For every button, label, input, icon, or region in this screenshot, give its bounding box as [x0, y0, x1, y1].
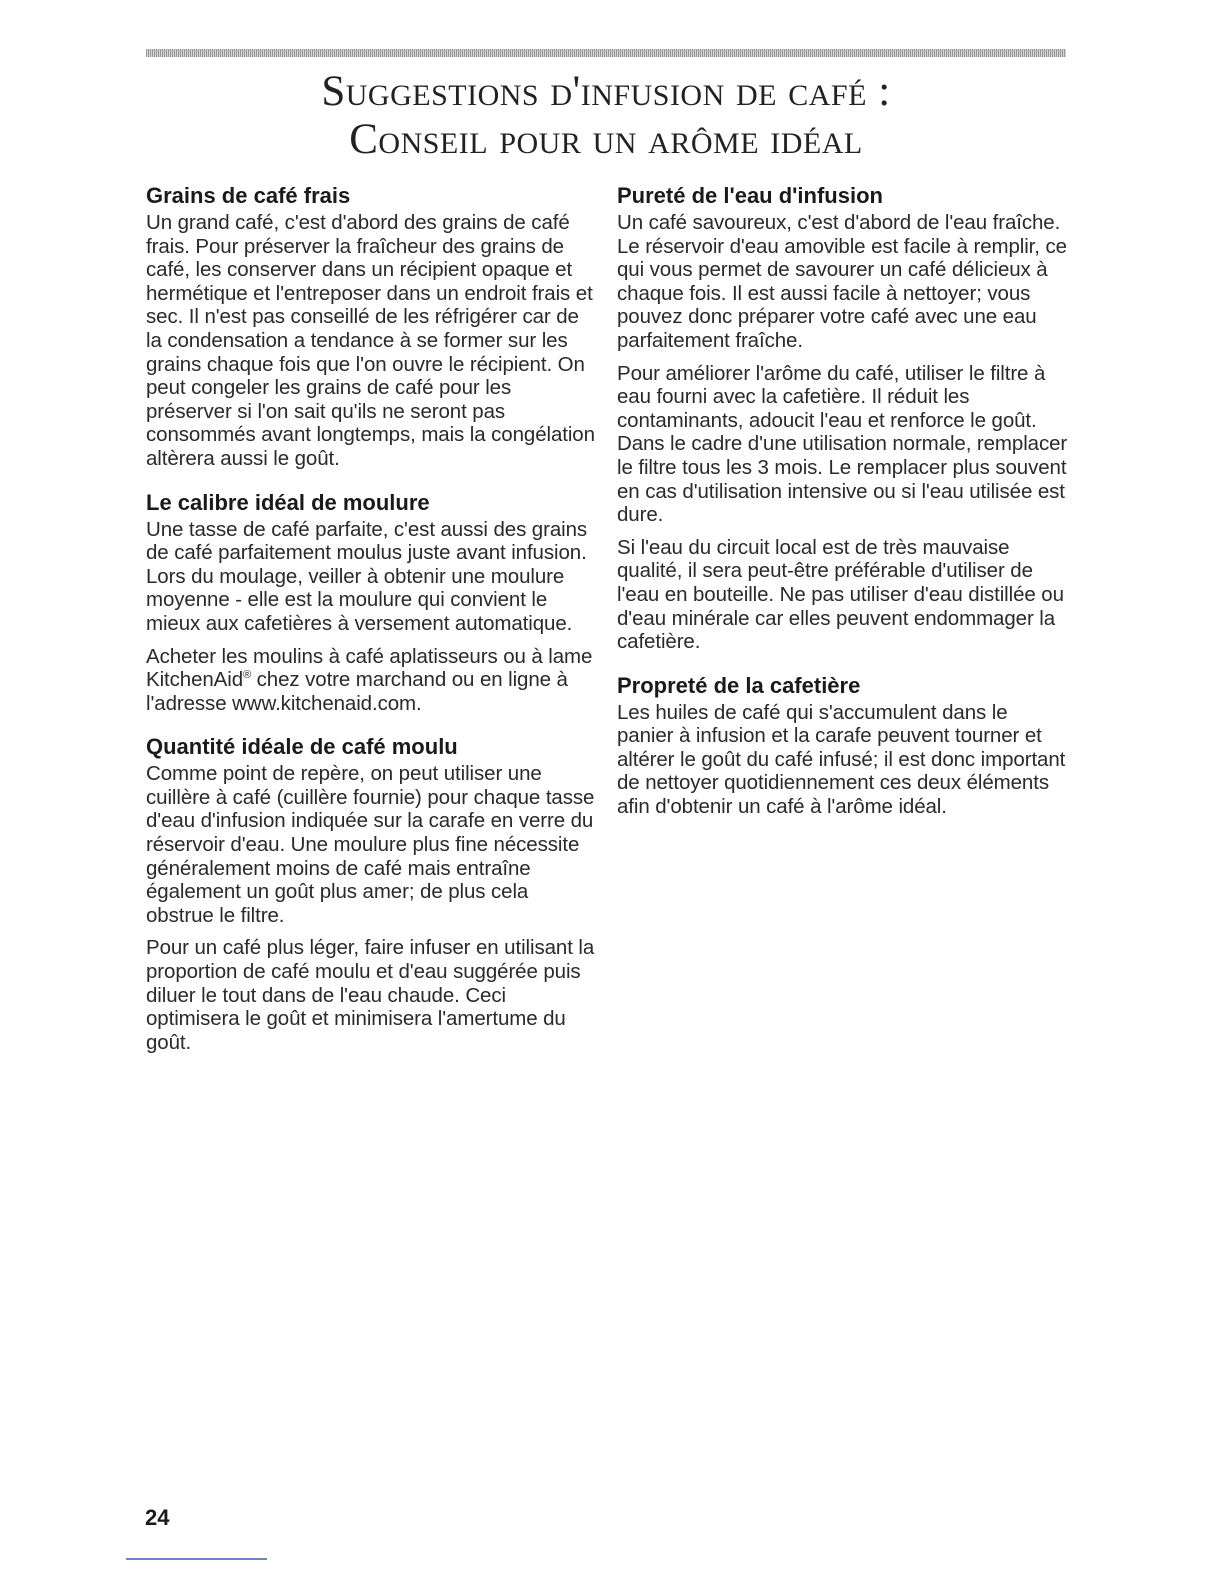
paragraph-text: chez votre marchand ou en ligne à l'adresse www.kitchenaid.com. [146, 668, 568, 715]
section-ground-coffee-quantity [146, 734, 596, 1054]
section-paragraph: Une tasse de café parfaite, c'est aussi des grains de café parfaitement moulus juste avant infusion. Lors du moulage, veiller à obtenir une moulure moyenne - elle est la moulure qui convient le mieux aux cafetières à versement automatique. [146, 517, 588, 635]
section-heading: Le calibre idéal de moulure [146, 489, 430, 515]
section-coffee-maker-cleanliness [617, 673, 1069, 819]
section-paragraph: Pour améliorer l'arôme du café, utiliser le filtre à eau fourni avec la cafetière. Il réduit les contaminants, adoucit l'eau et renforce le goût. Dans le cadre d'une utilisation normale, remplacer le filtre tous les 3 mois. Le remplacer plus souvent en cas d'utilisation intensive ou si l'eau utilisée est dure. [617, 361, 1068, 527]
section-water-purity [617, 183, 1069, 654]
section-paragraph-kitchenaid [146, 645, 596, 716]
left-column [146, 183, 596, 1054]
page-title-line-1: Suggestions d'infusion de café : [321, 68, 891, 115]
bottom-rule [126, 1558, 267, 1560]
section-paragraph: Un café savoureux, c'est d'abord de l'eau fraîche. Le réservoir d'eau amovible est facile à remplir, ce qui vous permet de savourer un café délicieux à chaque fois. Il est aussi facile à nettoyer; vous pouvez donc préparer votre café avec une eau parfaitement fraîche. [617, 211, 1067, 352]
section-heading: Propreté de la cafetière [617, 672, 861, 698]
paragraph-text: Acheter les moulins à café aplatisseurs ou à lame KitchenAid [146, 644, 593, 692]
section-paragraph: Un grand café, c'est d'abord des grains de café frais. Pour préserver la fraîcheur des grains de café, les conserver dans un récipient opaque et hermétique et l'entreposer dans un endroit frais et sec. Il n'est pas conseillé de les réfrigérer car de la condensation a tendance à se former sur les grains chaque fois que l'on ouvre le récipient. On peut congeler les grains de café pour les préserver si l'on sait qu'ils ne seront pas consommés avant longtemps, mais la congélation altèrera aussi le goût. [146, 211, 595, 470]
page-title [146, 68, 1066, 164]
right-column [617, 183, 1069, 819]
section-grind-size [146, 490, 596, 716]
registered-mark: ® [243, 669, 252, 682]
section-paragraph: Les huiles de café qui s'accumulent dans le panier à infusion et la carafe peuvent tourner et altérer le goût du café infusé; il est donc important de nettoyer quotidiennement ces deux éléments afin d'obtenir un café à l'arôme idéal. [617, 700, 1066, 819]
page-number: 24 [145, 1505, 170, 1530]
section-paragraph: Pour un café plus léger, faire infuser en utilisant la proportion de café moulu et d'eau suggérée puis diluer le tout dans de l'eau chaude. Ceci optimisera le goût et minimisera l'amertume du goût. [146, 936, 595, 1054]
top-decorative-rule [146, 49, 1066, 57]
page-title-line-2: Conseil pour un arôme idéal [349, 116, 863, 163]
section-paragraph: Si l'eau du circuit local est de très mauvaise qualité, il sera peut-être préférable d'utiliser de l'eau en bouteille. Ne pas utiliser d'eau distillée ou d'eau minérale car elles peuvent endommager la cafetière. [617, 535, 1064, 654]
section-heading: Pureté de l'eau d'infusion [617, 183, 883, 208]
section-fresh-beans [146, 183, 596, 471]
section-paragraph: Comme point de repère, on peut utiliser une cuillère à café (cuillère fournie) pour chaque tasse d'eau d'infusion indiquée sur la carafe en verre du réservoir d'eau. Une moulure plus fine nécessite généralement moins de café mais entraîne également un goût plus amer; de plus cela obstrue le filtre. [146, 762, 595, 927]
section-heading: Quantité idéale de café moulu [146, 734, 458, 760]
section-heading: Grains de café frais [146, 183, 351, 208]
